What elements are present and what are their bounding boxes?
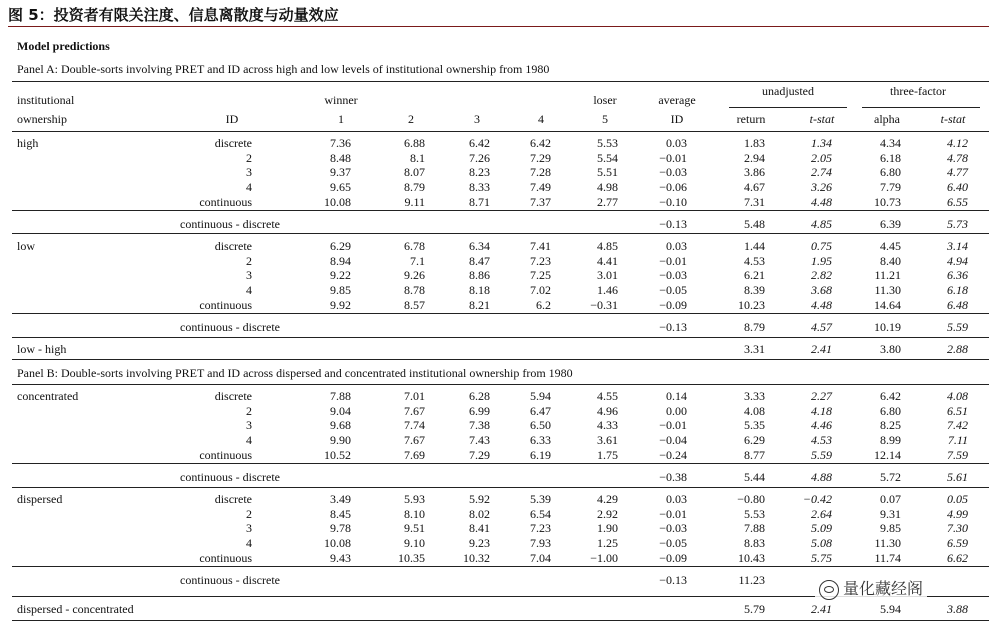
- table-cell: 9.78: [330, 521, 351, 536]
- table-cell: 8.25: [880, 418, 901, 433]
- rule: [12, 313, 989, 314]
- table-cell: 4.96: [597, 403, 618, 418]
- table-cell: 10.23: [738, 297, 765, 312]
- table-cell: 6.19: [530, 447, 551, 462]
- table-cell: 10.08: [324, 536, 351, 551]
- diff-cell: −0.13: [659, 573, 687, 587]
- table-cell: 7.49: [530, 180, 551, 195]
- watermark-text: 量化藏经阁: [843, 579, 924, 598]
- diff-cell: 5.44: [744, 470, 765, 484]
- table-cell: 8.1: [410, 150, 425, 165]
- row-id: 2: [246, 506, 252, 521]
- table-cell: 5.35: [744, 418, 765, 433]
- table-cell: 7.30: [947, 521, 968, 536]
- table-cell: −0.06: [659, 180, 687, 195]
- table-cell: −0.31: [590, 297, 618, 312]
- table-cell: 1.90: [597, 521, 618, 536]
- table-cell: 9.11: [404, 194, 425, 209]
- row-id: discrete: [214, 492, 252, 506]
- summary-cell: 5.79: [744, 602, 765, 616]
- table-cell: 6.21: [744, 268, 765, 283]
- row-id: 3: [246, 268, 252, 283]
- table-cell: 11.30: [874, 536, 901, 551]
- model-title: Model predictions: [17, 39, 110, 53]
- diff-cell: 8.79: [744, 320, 765, 334]
- table-cell: 5.92: [469, 492, 490, 506]
- diff-cell: 4.57: [811, 320, 832, 334]
- table-cell: 4.98: [597, 180, 618, 195]
- table-cell: 6.33: [530, 433, 551, 448]
- table-cell: 8.41: [469, 521, 490, 536]
- table-cell: 10.08: [324, 194, 351, 209]
- table-cell: 8.78: [404, 283, 425, 298]
- header-average: average: [658, 93, 696, 107]
- table-cell: 14.64: [874, 297, 901, 312]
- header-col3: 3: [474, 112, 480, 126]
- rule: [12, 463, 989, 464]
- table-cell: 6.34: [469, 239, 490, 253]
- table-cell: 1.75: [597, 447, 618, 462]
- row-id: 4: [246, 283, 252, 298]
- header-average-id: ID: [670, 112, 684, 126]
- table-cell: 9.26: [404, 268, 425, 283]
- table-cell: 4.85: [597, 239, 618, 253]
- diff-cell: 6.39: [880, 217, 901, 231]
- header-bottom-rule: [12, 131, 989, 132]
- table-cell: −0.05: [659, 283, 687, 298]
- header-id: ID: [225, 112, 239, 126]
- table-cell: 8.47: [469, 253, 490, 268]
- table-cell: 4.29: [597, 492, 618, 506]
- rule: [12, 359, 989, 360]
- title-rule: [8, 26, 989, 27]
- row-id: continuous: [199, 447, 252, 462]
- table-cell: 9.51: [404, 521, 425, 536]
- table-cell: 4.08: [947, 389, 968, 403]
- table-cell: 7.41: [530, 239, 551, 253]
- table-cell: 7.79: [880, 180, 901, 195]
- table-cell: 9.23: [469, 536, 490, 551]
- table-cell: 6.40: [947, 180, 968, 195]
- panel-a-title: Panel A: Double-sorts involving PRET and ID across high and low levels of institutional ownership from 1980: [17, 62, 550, 76]
- table-cell: 5.54: [597, 150, 618, 165]
- table-cell: 8.23: [469, 165, 490, 180]
- table-cell: 7.26: [469, 150, 490, 165]
- table-cell: 6.29: [744, 433, 765, 448]
- header-col4: 4: [538, 112, 544, 126]
- table-cell: 7.69: [404, 447, 425, 462]
- table-cell: 7.1: [410, 253, 425, 268]
- header-col2: 2: [408, 112, 414, 126]
- table-cell: 0.14: [666, 389, 687, 403]
- row-id: discrete: [214, 389, 252, 403]
- table-cell: 2.92: [597, 506, 618, 521]
- row-id: 2: [246, 253, 252, 268]
- table-cell: 11.21: [874, 268, 901, 283]
- table-cell: 9.37: [330, 165, 351, 180]
- table-cell: 9.43: [330, 550, 351, 565]
- table-cell: 4.48: [811, 194, 832, 209]
- table-cell: 4.18: [811, 403, 832, 418]
- table-cell: 4.34: [880, 136, 901, 150]
- table-cell: 7.88: [330, 389, 351, 403]
- table-cell: 4.48: [811, 297, 832, 312]
- table-cell: 0.03: [666, 239, 687, 253]
- wechat-icon: [819, 580, 839, 600]
- table-cell: 6.28: [469, 389, 490, 403]
- row-id: discrete: [214, 239, 252, 253]
- table-cell: 9.10: [404, 536, 425, 551]
- table-cell: 5.53: [597, 136, 618, 150]
- table-cell: 6.80: [880, 165, 901, 180]
- table-cell: −0.80: [737, 492, 765, 506]
- group-label: high: [17, 136, 39, 150]
- group-label: low: [17, 239, 35, 253]
- table-cell: 8.57: [404, 297, 425, 312]
- table-cell: 7.29: [469, 447, 490, 462]
- table-cell: 4.41: [597, 253, 618, 268]
- table-cell: 0.05: [947, 492, 968, 506]
- table-cell: 5.39: [530, 492, 551, 506]
- table-cell: 10.52: [324, 447, 351, 462]
- table-cell: −0.42: [802, 492, 832, 506]
- table-cell: 6.42: [530, 136, 551, 150]
- row-id: 4: [246, 433, 252, 448]
- table-cell: 5.59: [811, 447, 832, 462]
- table-cell: 6.48: [947, 297, 968, 312]
- table-cell: 7.23: [530, 521, 551, 536]
- table-cell: −0.01: [659, 150, 687, 165]
- summary-label: dispersed - concentrated: [17, 602, 134, 616]
- diff-label: continuous - discrete: [180, 217, 280, 231]
- table-cell: 7.67: [404, 403, 425, 418]
- table-cell: 3.86: [744, 165, 765, 180]
- table-cell: 2.05: [811, 150, 832, 165]
- table-cell: 8.83: [744, 536, 765, 551]
- table-cell: 7.04: [530, 550, 551, 565]
- summary-cell: 2.41: [811, 602, 832, 616]
- diff-cell: 5.59: [947, 320, 968, 334]
- table-cell: 3.01: [597, 268, 618, 283]
- table-cell: 3.26: [811, 180, 832, 195]
- rule: [12, 566, 989, 567]
- table-cell: 5.08: [811, 536, 832, 551]
- header-winner: winner: [324, 93, 358, 107]
- table-cell: 8.48: [330, 150, 351, 165]
- row-id: 3: [246, 418, 252, 433]
- table-cell: 6.42: [880, 389, 901, 403]
- table-cell: 7.23: [530, 253, 551, 268]
- summary-cell: 3.88: [947, 602, 968, 616]
- table-cell: 6.59: [947, 536, 968, 551]
- table-cell: 2.27: [811, 389, 832, 403]
- row-id: 3: [246, 521, 252, 536]
- table-cell: 7.11: [947, 433, 968, 448]
- watermark: [815, 574, 927, 602]
- row-id: 3: [246, 165, 252, 180]
- table-cell: 9.92: [330, 297, 351, 312]
- table-cell: 6.51: [947, 403, 968, 418]
- diff-cell: 10.19: [874, 320, 901, 334]
- table-cell: 1.25: [597, 536, 618, 551]
- table-cell: 1.83: [744, 136, 765, 150]
- table-cell: −0.09: [659, 297, 687, 312]
- diff-cell: 5.61: [947, 470, 968, 484]
- header-loser: loser: [593, 93, 617, 107]
- table-cell: 8.39: [744, 283, 765, 298]
- table-cell: 8.99: [880, 433, 901, 448]
- table-cell: 2.64: [811, 506, 832, 521]
- row-id: continuous: [199, 550, 252, 565]
- bottom-rule: [12, 620, 989, 621]
- table-cell: 8.10: [404, 506, 425, 521]
- table-cell: 11.30: [874, 283, 901, 298]
- table-cell: 9.22: [330, 268, 351, 283]
- table-cell: 7.38: [469, 418, 490, 433]
- table-cell: 4.33: [597, 418, 618, 433]
- table-cell: 9.90: [330, 433, 351, 448]
- diff-label: continuous - discrete: [180, 470, 280, 484]
- table-cell: 12.14: [874, 447, 901, 462]
- table-cell: 10.43: [738, 550, 765, 565]
- table-cell: 0.03: [666, 136, 687, 150]
- panel-b-title: Panel B: Double-sorts involving PRET and ID across dispersed and concentrated institutional ownership from 1980: [17, 366, 573, 380]
- table-cell: 6.47: [530, 403, 551, 418]
- table-cell: 7.36: [330, 136, 351, 150]
- table-cell: 6.88: [404, 136, 425, 150]
- table-cell: 8.18: [469, 283, 490, 298]
- table-cell: −0.01: [659, 418, 687, 433]
- table-cell: 7.29: [530, 150, 551, 165]
- table-cell: 7.28: [530, 165, 551, 180]
- table-cell: 1.34: [811, 136, 832, 150]
- table-cell: 10.32: [463, 550, 490, 565]
- table-cell: 5.51: [597, 165, 618, 180]
- table-cell: −0.03: [659, 165, 687, 180]
- table-cell: −0.24: [659, 447, 687, 462]
- summary-cell: 3.31: [744, 342, 765, 356]
- diff-label: continuous - discrete: [180, 573, 280, 587]
- table-cell: 6.99: [469, 403, 490, 418]
- row-id: 4: [246, 180, 252, 195]
- table-cell: −0.01: [659, 506, 687, 521]
- table-cell: 11.74: [874, 550, 901, 565]
- diff-cell: 4.88: [811, 470, 832, 484]
- table-cell: 0.07: [880, 492, 901, 506]
- header-ownership: ownership: [17, 112, 67, 126]
- table-cell: 0.00: [666, 403, 687, 418]
- table-cell: 3.33: [744, 389, 765, 403]
- table-cell: 8.71: [469, 194, 490, 209]
- summary-cell: 3.80: [880, 342, 901, 356]
- header-col5: 5: [602, 112, 608, 126]
- table-cell: 3.68: [811, 283, 832, 298]
- diff-cell: −0.13: [659, 217, 687, 231]
- table-cell: 8.94: [330, 253, 351, 268]
- header-institutional: institutional: [17, 93, 75, 107]
- table-cell: 6.80: [880, 403, 901, 418]
- diff-cell: −0.38: [659, 470, 687, 484]
- header-unadjusted: unadjusted: [762, 84, 814, 98]
- table-cell: 6.18: [947, 283, 968, 298]
- group-label: dispersed: [17, 492, 63, 506]
- summary-label: low - high: [17, 342, 67, 356]
- row-id: 4: [246, 536, 252, 551]
- table-cell: 6.18: [880, 150, 901, 165]
- table-cell: −1.00: [590, 550, 618, 565]
- table-cell: 6.29: [330, 239, 351, 253]
- table-cell: 9.85: [330, 283, 351, 298]
- table-cell: 5.94: [530, 389, 551, 403]
- table-cell: 9.31: [880, 506, 901, 521]
- header-tstat-three-factor: t-stat: [940, 112, 966, 126]
- table-cell: −0.10: [659, 194, 687, 209]
- table-cell: 4.08: [744, 403, 765, 418]
- top-rule: [12, 81, 989, 82]
- table-cell: 6.36: [947, 268, 968, 283]
- summary-cell: 2.41: [811, 342, 832, 356]
- diff-cell: 5.73: [947, 217, 968, 231]
- table-cell: 7.42: [947, 418, 968, 433]
- diff-label: continuous - discrete: [180, 320, 280, 334]
- row-id: 2: [246, 403, 252, 418]
- table-cell: 4.78: [947, 150, 968, 165]
- table-cell: 7.25: [530, 268, 551, 283]
- table-cell: 4.53: [744, 253, 765, 268]
- rule: [12, 384, 989, 385]
- table-cell: 6.78: [404, 239, 425, 253]
- table-cell: 1.46: [597, 283, 618, 298]
- row-id: continuous: [199, 194, 252, 209]
- unadjusted-rule: [729, 107, 847, 108]
- table-cell: 9.65: [330, 180, 351, 195]
- table-cell: −0.04: [659, 433, 687, 448]
- table-cell: 9.85: [880, 521, 901, 536]
- table-cell: −0.03: [659, 521, 687, 536]
- table-cell: 7.01: [404, 389, 425, 403]
- row-id: continuous: [199, 297, 252, 312]
- rule: [12, 233, 989, 234]
- diff-cell: −0.13: [659, 320, 687, 334]
- table-cell: 7.93: [530, 536, 551, 551]
- header-tstat-unadjusted: t-stat: [809, 112, 835, 126]
- table-cell: 2.77: [597, 194, 618, 209]
- table-cell: 9.68: [330, 418, 351, 433]
- table-cell: 3.61: [597, 433, 618, 448]
- table-cell: 8.77: [744, 447, 765, 462]
- table-cell: 0.03: [666, 492, 687, 506]
- table-cell: 7.31: [744, 194, 765, 209]
- diff-cell: 5.72: [880, 470, 901, 484]
- table-cell: 4.67: [744, 180, 765, 195]
- table-cell: 8.07: [404, 165, 425, 180]
- table-cell: 8.21: [469, 297, 490, 312]
- table-cell: 8.79: [404, 180, 425, 195]
- rule: [12, 337, 989, 338]
- table-cell: 7.74: [404, 418, 425, 433]
- table-cell: 0.75: [811, 239, 832, 253]
- table-cell: 3.49: [330, 492, 351, 506]
- diff-cell: 5.48: [744, 217, 765, 231]
- table-cell: −0.01: [659, 253, 687, 268]
- header-col1: 1: [338, 112, 344, 126]
- table-cell: 1.95: [811, 253, 832, 268]
- table-cell: 3.14: [947, 239, 968, 253]
- table-cell: 5.75: [811, 550, 832, 565]
- table-cell: 4.12: [947, 136, 968, 150]
- table-cell: 8.02: [469, 506, 490, 521]
- table-cell: 4.94: [947, 253, 968, 268]
- rule: [12, 210, 989, 211]
- header-three-factor: three-factor: [890, 84, 946, 98]
- table-cell: 6.2: [536, 297, 551, 312]
- row-id: discrete: [214, 136, 252, 150]
- diff-cell: 4.85: [811, 217, 832, 231]
- summary-cell: 2.88: [947, 342, 968, 356]
- table-cell: 2.74: [811, 165, 832, 180]
- table-cell: 6.54: [530, 506, 551, 521]
- table-cell: 7.59: [947, 447, 968, 462]
- table-cell: 4.99: [947, 506, 968, 521]
- table-cell: 8.86: [469, 268, 490, 283]
- table-cell: 7.67: [404, 433, 425, 448]
- table-cell: 8.45: [330, 506, 351, 521]
- table-cell: 2.94: [744, 150, 765, 165]
- table-cell: 4.55: [597, 389, 618, 403]
- rule: [12, 487, 989, 488]
- table-cell: 5.93: [404, 492, 425, 506]
- table-cell: 9.04: [330, 403, 351, 418]
- table-cell: 4.45: [880, 239, 901, 253]
- table-cell: 6.62: [947, 550, 968, 565]
- table-cell: 4.46: [811, 418, 832, 433]
- table-cell: 8.33: [469, 180, 490, 195]
- table-cell: 10.35: [398, 550, 425, 565]
- three-factor-rule: [862, 107, 980, 108]
- header-return: return: [736, 112, 766, 126]
- table-cell: 7.02: [530, 283, 551, 298]
- group-label: concentrated: [17, 389, 79, 403]
- table-cell: 7.43: [469, 433, 490, 448]
- diff-cell: 11.23: [738, 573, 765, 587]
- summary-cell: 5.94: [880, 602, 901, 616]
- header-alpha: alpha: [874, 112, 900, 126]
- table-cell: 4.77: [947, 165, 968, 180]
- table-cell: −0.09: [659, 550, 687, 565]
- table-cell: 5.53: [744, 506, 765, 521]
- table-cell: 10.73: [874, 194, 901, 209]
- table-cell: 6.42: [469, 136, 490, 150]
- table-cell: 5.09: [811, 521, 832, 536]
- table-cell: 7.88: [744, 521, 765, 536]
- table-cell: 2.82: [811, 268, 832, 283]
- figure-title: 图 5：投资者有限关注度、信息离散度与动量效应: [8, 6, 339, 24]
- row-id: 2: [246, 150, 252, 165]
- table-cell: −0.03: [659, 268, 687, 283]
- table-cell: 7.37: [530, 194, 551, 209]
- table-cell: 8.40: [880, 253, 901, 268]
- table-cell: 6.55: [947, 194, 968, 209]
- table-cell: −0.05: [659, 536, 687, 551]
- table-cell: 6.50: [530, 418, 551, 433]
- table-cell: 1.44: [744, 239, 765, 253]
- table-cell: 4.53: [811, 433, 832, 448]
